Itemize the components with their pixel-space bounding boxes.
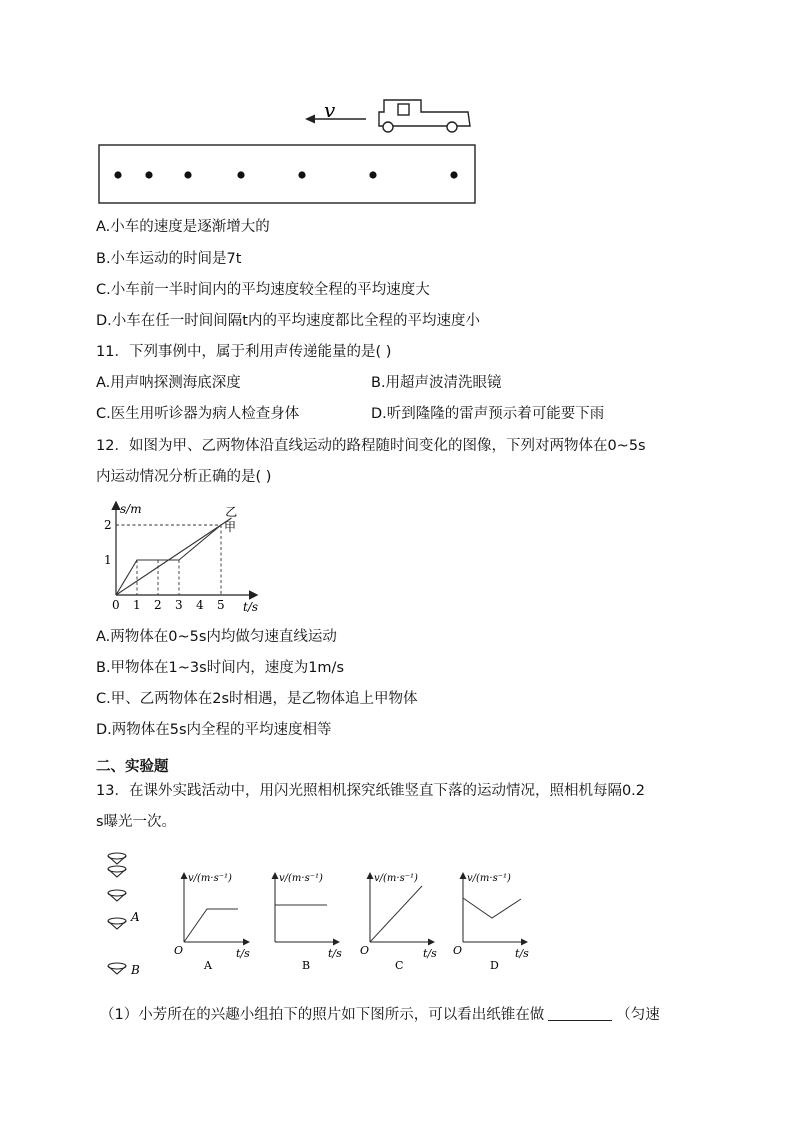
x-tick-label: 5 bbox=[217, 598, 225, 612]
cone-label-a: A bbox=[131, 910, 140, 924]
tape-dot bbox=[298, 171, 305, 178]
tape-dot bbox=[145, 171, 152, 178]
q12-option-b: B.甲物体在1~3s时间内，速度为1m/s bbox=[96, 660, 344, 676]
vt-xlabel-d: t/s bbox=[515, 947, 529, 960]
q13-sub1-before: （1）小芳所在的兴趣小组拍下的照片如下图所示，可以看出纸锥在做 bbox=[100, 1007, 545, 1023]
q12-stem-line1: 12．如图为甲、乙两物体沿直线运动的路程随时间变化的图像，下列对两物体在0~5s bbox=[96, 438, 646, 454]
ticker-tape bbox=[99, 145, 475, 203]
q11-option-d: D.听到隆隆的雷声预示着可能要下雨 bbox=[371, 406, 605, 422]
q10-option-b: B.小车运动的时间是7t bbox=[96, 251, 242, 267]
tape-dot bbox=[450, 171, 457, 178]
q13-stem-line2: s曝光一次。 bbox=[96, 814, 177, 830]
vt-xlabel-a: t/s bbox=[236, 947, 250, 960]
vt-ylabel-c: v/(m·s⁻¹) bbox=[374, 873, 418, 884]
cone-icon bbox=[108, 918, 126, 929]
q11-option-b: B.用超声波清洗眼镜 bbox=[371, 375, 502, 391]
vt-ylabel-a: v/(m·s⁻¹) bbox=[188, 873, 232, 884]
vt-xlabel-c: t/s bbox=[423, 947, 437, 960]
y-tick-labels bbox=[104, 518, 112, 567]
q12-option-a: A.两物体在0~5s内均做匀速直线运动 bbox=[96, 629, 337, 645]
vt-graphs bbox=[170, 868, 550, 976]
section-title: 二、实验题 bbox=[96, 759, 169, 775]
vt-ylabel-b: v/(m·s⁻¹) bbox=[279, 873, 323, 884]
y-tick-label: 2 bbox=[104, 518, 112, 532]
q12-option-c: C.甲、乙两物体在2s时相遇，是乙物体追上甲物体 bbox=[96, 691, 418, 707]
vt-graph-b bbox=[275, 873, 342, 972]
q13-sub1-after: （匀速 bbox=[616, 1007, 660, 1023]
answer-blank[interactable] bbox=[548, 1006, 612, 1021]
vt-curve-a bbox=[184, 909, 238, 942]
q13-stem-line1: 13．在课外实践活动中，用闪光照相机探究纸锥竖直下落的运动情况，照相机每隔0.2 bbox=[96, 783, 646, 799]
cone-photo bbox=[103, 848, 153, 980]
vt-curve-c bbox=[370, 886, 422, 942]
tape-dot bbox=[369, 171, 376, 178]
tape-dot bbox=[184, 171, 191, 178]
series-label: 甲 bbox=[224, 520, 237, 534]
vt-name-d: D bbox=[490, 959, 499, 972]
cone-icon bbox=[108, 963, 126, 974]
arrow-head-icon bbox=[305, 115, 315, 124]
q12-option-d: D.两物体在5s内全程的平均速度相等 bbox=[96, 722, 332, 738]
vt-origin-c: O bbox=[360, 944, 370, 957]
vt-curve-d bbox=[463, 898, 521, 918]
q11-option-c: C.医生用听诊器为病人检查身体 bbox=[96, 406, 300, 422]
tape-dots bbox=[114, 171, 457, 178]
y-tick-label: 1 bbox=[104, 553, 112, 567]
x-tick-label: 4 bbox=[196, 598, 204, 612]
vt-name-a: A bbox=[204, 959, 212, 972]
vt-graph-d bbox=[453, 873, 529, 972]
series-line-yi bbox=[116, 518, 232, 595]
tape-dot bbox=[237, 171, 244, 178]
vt-xlabel-b: t/s bbox=[328, 947, 342, 960]
q13-sub1 bbox=[100, 1005, 660, 1025]
q10-option-d: D.小车在任一时间间隔t内的平均速度都比全程的平均速度小 bbox=[96, 313, 480, 329]
q10-figure bbox=[96, 95, 486, 207]
vt-name-c: C bbox=[395, 959, 404, 972]
st-chart bbox=[96, 495, 276, 620]
cone-label-b: B bbox=[131, 963, 140, 977]
vt-origin-d: O bbox=[453, 944, 463, 957]
q11-option-a: A.用声呐探测海底深度 bbox=[96, 375, 241, 391]
x-tick-label: 2 bbox=[154, 598, 162, 612]
x-tick-label: 1 bbox=[133, 598, 141, 612]
y-axis-label: s/m bbox=[120, 502, 142, 516]
q12-stem-line2: 内运动情况分析正确的是( ) bbox=[96, 469, 272, 485]
tape-dot bbox=[114, 171, 121, 178]
q11-stem: 11．下列事例中，属于利用声传递能量的是( ) bbox=[96, 344, 392, 360]
vt-origin-a: O bbox=[174, 944, 184, 957]
cone-icon bbox=[108, 890, 126, 901]
x-axis-label: t/s bbox=[243, 600, 259, 614]
cone-icon bbox=[108, 866, 126, 877]
x-tick-labels bbox=[112, 598, 225, 612]
car-icon bbox=[379, 100, 470, 132]
vt-graph-c bbox=[360, 873, 437, 972]
series-label: 乙 bbox=[225, 505, 238, 519]
series-lines bbox=[116, 505, 237, 595]
q10-option-a: A.小车的速度是逐渐增大的 bbox=[96, 219, 270, 235]
vt-ylabel-d: v/(m·s⁻¹) bbox=[467, 873, 511, 884]
x-tick-label: 3 bbox=[175, 598, 183, 612]
vt-graph-a bbox=[174, 873, 250, 972]
vt-name-b: B bbox=[302, 959, 311, 972]
cone-icon bbox=[108, 853, 126, 864]
x-tick-label: 0 bbox=[112, 598, 120, 612]
q10-option-c: C.小车前一半时间内的平均速度较全程的平均速度大 bbox=[96, 282, 430, 298]
velocity-label: v bbox=[324, 98, 336, 122]
